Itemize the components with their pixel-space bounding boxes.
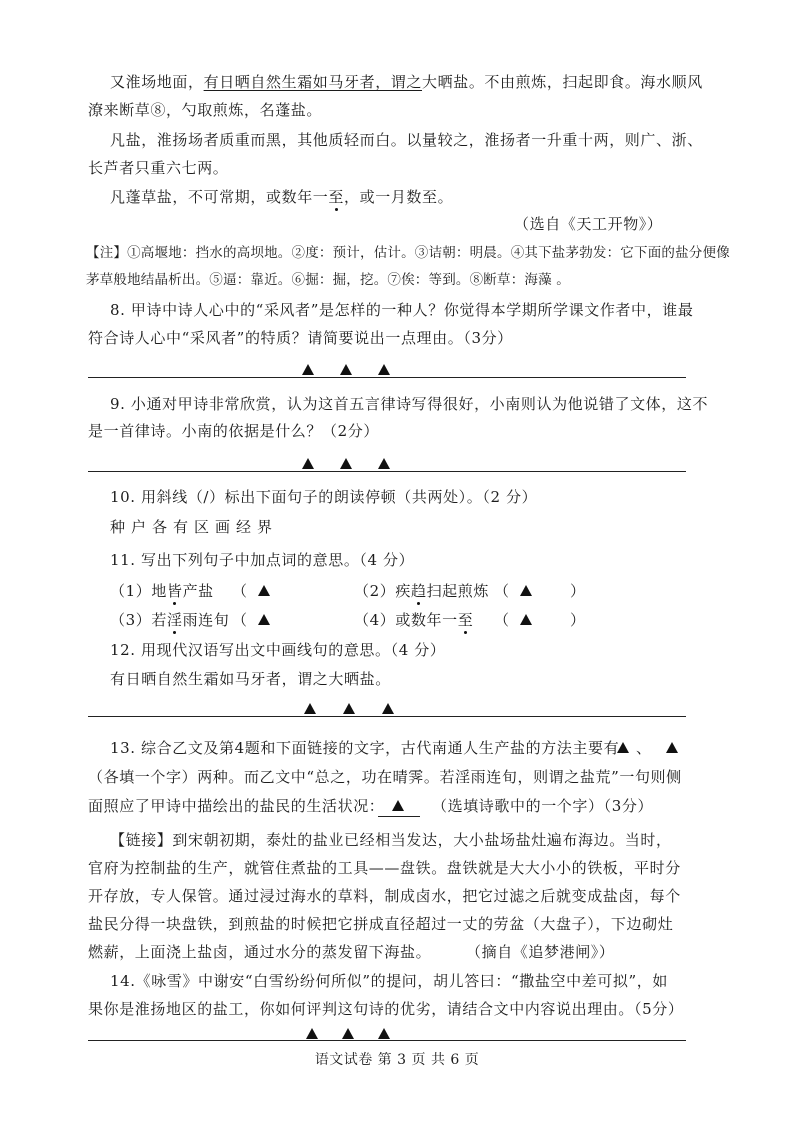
notes-line: 茅草般地结晶析出。⑤逼：靠近。⑥掘：掘，挖。⑦俟：等到。⑧断草：海藻 。 xyxy=(86,272,570,288)
q12-sentence: 有日晒自然生霜如马牙者，谓之大晒盐。 xyxy=(110,670,391,688)
answer-triangle-icon xyxy=(342,1028,354,1039)
fill-blank-line[interactable] xyxy=(378,816,420,817)
question-14: 14.《咏雪》中谢安“白雪纷纷何所似”的提问，胡儿答曰：“撒盐空中差可拟”，如 xyxy=(110,972,668,990)
link-source: （摘自《追梦港闸》） xyxy=(466,943,615,961)
q11-item-3: （3）若淫雨连旬 xyxy=(110,611,230,629)
link-passage: 开存放，专人保管。通过浸过海水的草料，制成卤水，把它过滤之后就变成盐卤，每个 xyxy=(88,887,681,905)
answer-triangle-icon[interactable] xyxy=(666,742,678,753)
underlined-sentence: 有日晒自然生霜如马牙者，谓之 xyxy=(203,73,423,91)
link-passage: 盐民分得一块盘铁，到煎盐的时候把它拼成直径超过一丈的劳盆（大盘子），下边砌灶 xyxy=(88,915,674,933)
question-8: 8. 甲诗中诗人心中的“采风者”是怎样的一种人？你觉得本学期所学课文作者中，谁最 xyxy=(110,301,694,319)
question-12: 12. 用现代汉语写出文中画线句的意思。（4 分） xyxy=(110,641,446,659)
passage-line: 凡盐，淮扬场者质重而黑，其他质轻而白。以量较之，淮扬者一升重十两，则广、浙、 xyxy=(110,131,703,149)
passage-text: 又淮场地面， xyxy=(110,73,204,91)
passage-line: 潦来断草⑧，勺取煎炼，名蓬盐。 xyxy=(88,101,323,119)
dotted-word: 淫 xyxy=(166,611,183,629)
q11-item-2: （2）疾趋扫起煎炼 xyxy=(354,582,489,600)
link-passage: 官府为控制盐的生产，就管住煮盐的工具——盘铁。盘铁就是大大小小的铁板，平时分 xyxy=(88,859,681,877)
answer-triangle-icon xyxy=(378,458,390,469)
q11-item-1: （1）地皆产盐 xyxy=(110,582,214,600)
passage-text: 凡蓬草盐，不可常期，或数年一 xyxy=(110,188,329,206)
question-13: （各填一个字）两种。而乙文中“总之，功在晴霁。若淫雨连旬，则谓之盐荒”一句则侧 xyxy=(88,768,682,786)
question-13: 13. 综合乙文及第4题和下面链接的文字，古代南通人生产盐的方法主要有 xyxy=(110,739,620,757)
q13-separator: 、 xyxy=(636,739,652,757)
answer-triangle-icon xyxy=(340,364,352,375)
passage-text: ，或一月数至。 xyxy=(344,188,454,206)
passage-source: （选自《天工开物》） xyxy=(514,215,663,233)
dotted-word: 趋 xyxy=(410,582,427,600)
page-footer: 语文试卷 第 3 页 共 6 页 xyxy=(314,1052,480,1068)
link-passage: 【链接】到宋朝初期，泰灶的盐业已经相当发达，大小盐场盐灶遍布海边。当时， xyxy=(110,831,672,849)
answer-triangle-icon xyxy=(343,703,355,714)
passage-line xyxy=(110,72,703,92)
q11-paren: （ xyxy=(494,582,510,600)
answer-triangle-icon xyxy=(302,458,314,469)
link-passage: 燃薪，上面浇上盐卤，通过水分的蒸发留下海盐。 xyxy=(88,943,432,961)
question-9: 9. 小通对甲诗非常欣赏，认为这首五言律诗写得很好，小南则认为他说错了文体，这不 xyxy=(110,395,709,413)
answer-triangle-icon[interactable] xyxy=(520,585,532,596)
q11-paren: （ xyxy=(494,611,510,629)
question-8: 符合诗人心中“采风者”的特质？请简要说出一点理由。（3分） xyxy=(88,329,513,347)
answer-triangle-icon xyxy=(382,703,394,714)
answer-triangle-icon[interactable] xyxy=(258,614,270,625)
answer-triangle-icon[interactable] xyxy=(392,800,404,811)
q10-sentence[interactable]: 种户各有区画经界 xyxy=(110,518,279,536)
question-10: 10. 用斜线（/）标出下面句子的朗读停顿（共两处）。（2 分） xyxy=(110,488,538,506)
answer-triangle-icon[interactable] xyxy=(258,585,270,596)
passage-text: 大晒盐。不由煎炼，扫起即食。海水顺风 xyxy=(422,73,703,91)
answer-line[interactable] xyxy=(88,716,686,717)
q11-paren: （ xyxy=(232,582,248,600)
q11-paren: （ xyxy=(232,611,248,629)
answer-line[interactable] xyxy=(88,377,686,378)
dotted-word: 皆 xyxy=(166,582,183,600)
question-13: （选填诗歌中的一个字）（3分） xyxy=(432,797,654,815)
notes-line: 【注】①高堰地：挡水的高坝地。②度：预计，估计。③诘朝：明晨。④其下盐茅勃发：它下面的盐分便像 xyxy=(86,245,730,261)
question-9: 是一首律诗。小南的依据是什么？（2分） xyxy=(88,422,379,440)
answer-triangle-icon[interactable] xyxy=(617,742,629,753)
answer-triangle-icon xyxy=(304,703,316,714)
answer-triangle-icon xyxy=(306,1028,318,1039)
q11-item-4: （4）或数年一至 xyxy=(354,611,474,629)
answer-triangle-icon xyxy=(378,1028,390,1039)
question-13: 面照应了甲诗中描绘出的盐民的生活状况： xyxy=(88,797,385,815)
answer-triangle-icon[interactable] xyxy=(520,614,532,625)
q11-paren-close: ） xyxy=(570,582,586,600)
answer-triangle-icon xyxy=(302,364,314,375)
answer-triangle-icon xyxy=(378,364,390,375)
question-14: 果你是淮扬地区的盐工，你如何评判这句诗的优劣，请结合文中内容说出理由。（5分） xyxy=(88,1000,684,1018)
question-11: 11. 写出下列句子中加点词的意思。（4 分） xyxy=(110,551,415,569)
answer-triangle-icon xyxy=(340,458,352,469)
q11-paren-close: ） xyxy=(570,611,586,629)
answer-line[interactable] xyxy=(88,471,686,472)
answer-line[interactable] xyxy=(88,1040,686,1041)
dotted-word: 至 xyxy=(457,611,474,629)
passage-line: 长芦者只重六七两。 xyxy=(88,159,229,177)
dotted-word: 至 xyxy=(328,188,345,206)
passage-line xyxy=(110,187,453,207)
